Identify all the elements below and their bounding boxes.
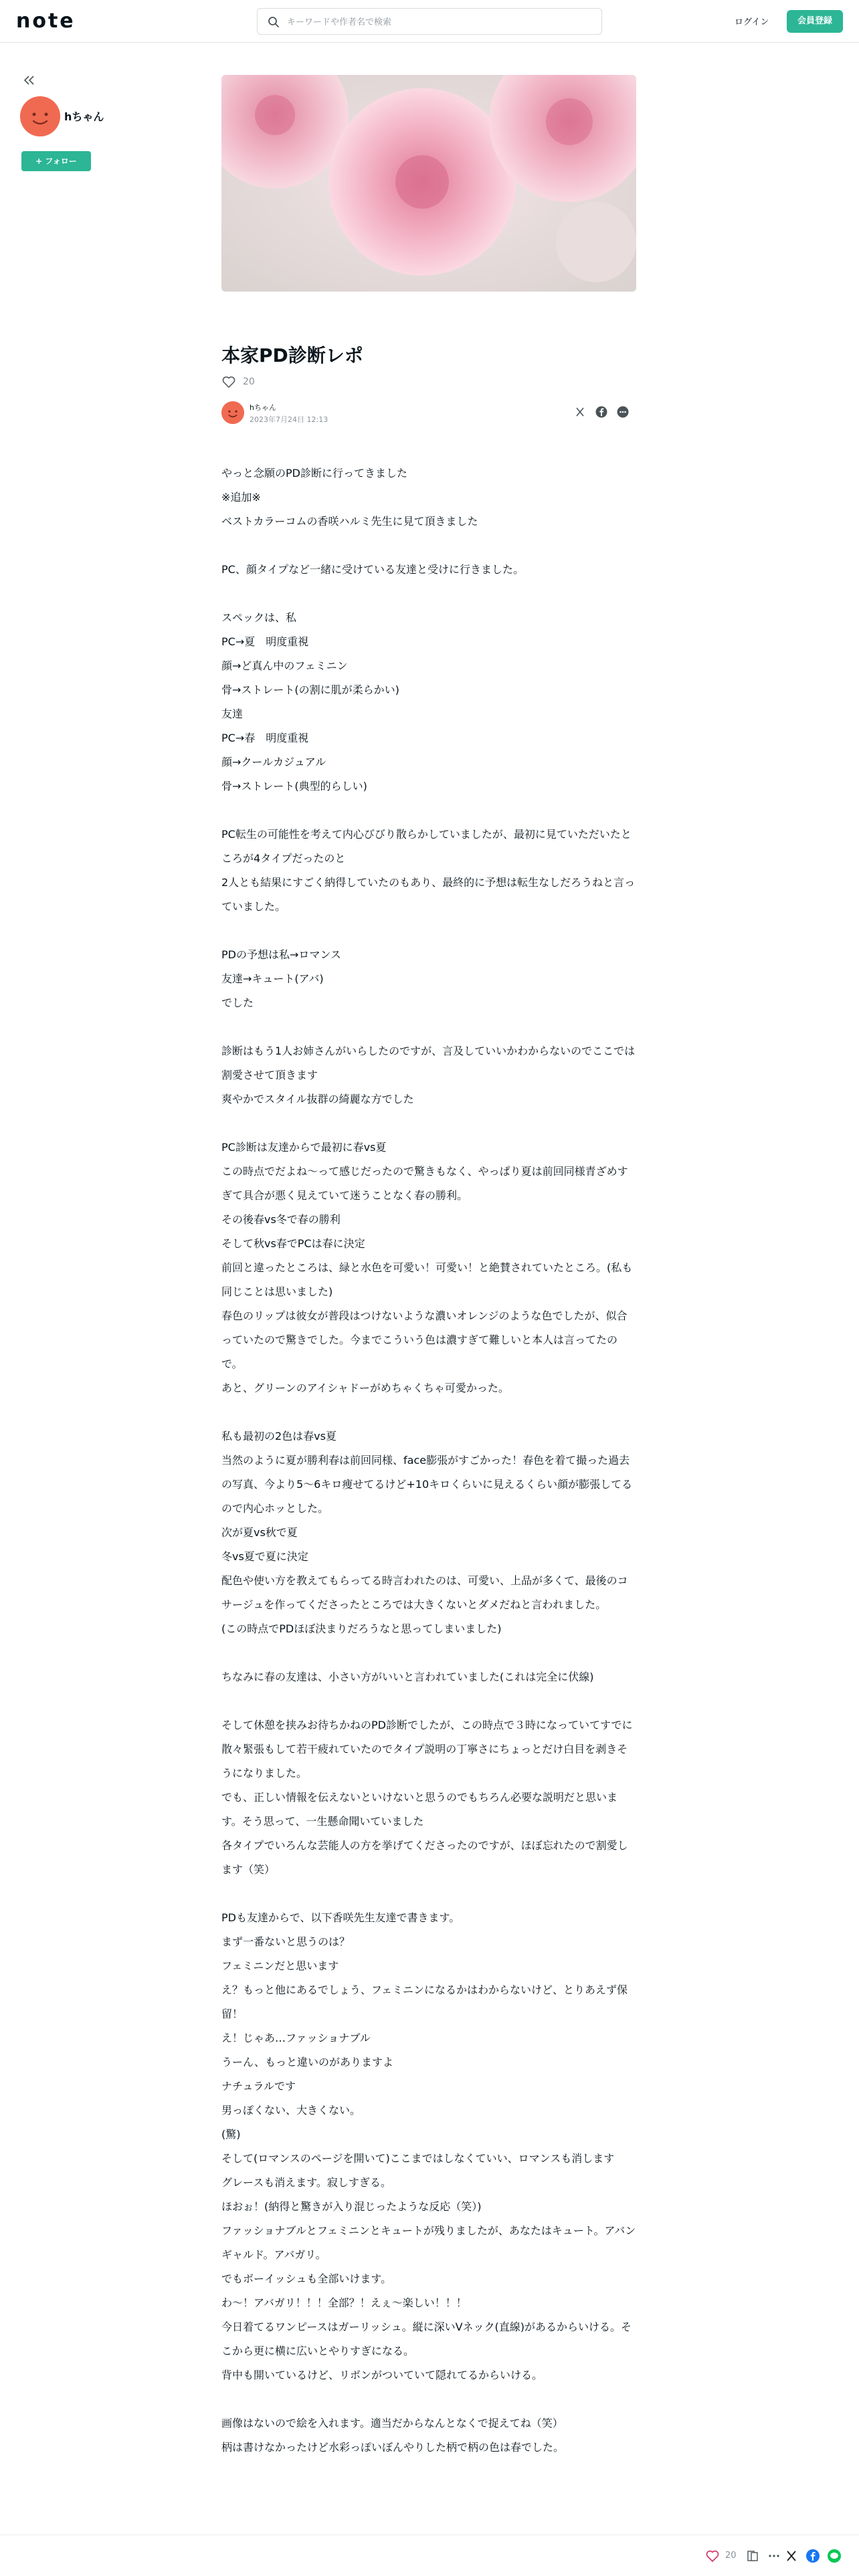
article-paragraph: そして(ロマンスのページを開いて)ここまではしなくていい、ロマンスも消します: [221, 2152, 615, 2165]
article-paragraph: グレースも消えます。寂しすぎる。: [221, 2176, 391, 2189]
note-logo[interactable]: note: [16, 9, 76, 33]
paragraph-spacer: [221, 2387, 636, 2411]
x-logo-icon[interactable]: [784, 2549, 799, 2563]
article-paragraph: うーん、もっと違いのがありますよ: [221, 2056, 393, 2068]
bottom-action-bar: [0, 2535, 859, 2576]
article-paragraph: 当然のように夏が勝利春は前回同様、face膨張がすごかった！春色を着て撮った過去の写真、今より5〜6キロ痩せてるけど+10キロくらいに見えるくらい顔が膨張してるので内心ホッとした。: [221, 1454, 633, 1515]
article-paragraph: PC転生の可能性を考えて内心びびり散らかしていましたが、最初に見ていただいたところが4タイプだったのと: [221, 828, 632, 865]
paragraph-spacer: [221, 1689, 636, 1713]
author-name[interactable]: hちゃん: [64, 110, 104, 123]
double-chevron-left-icon[interactable]: [23, 74, 36, 87]
article-paragraph: 前回と違ったところは、緑と水色を可愛い！可愛い！と絶賛されていたところ。(私も同じことは思いました): [221, 1261, 633, 1298]
article-paragraph: 柄は書けなかったけど水彩っぽいぼんやりした柄で柄の色は春でした。: [221, 2441, 565, 2454]
article-paragraph: (驚): [221, 2128, 241, 2141]
article-paragraph: PDの予想は私→ロマンス: [221, 948, 341, 961]
article-paragraph: ファッショナブルとフェミニンとキュートが残りましたが、あなたはキュート。アバンギャルド。アバガリ。: [221, 2224, 636, 2261]
paragraph-spacer: [221, 1111, 636, 1136]
article-paragraph: 骨→ストレート(の割に肌が柔らかい): [221, 683, 399, 696]
article-paragraph: 今日着てるワンピースはガーリッシュ。縦に深いVネック(直線)があるからいける。そこから更に横に広いとやりすぎになる。: [221, 2321, 632, 2357]
article-paragraph: その後春vs冬で春の勝利: [221, 1213, 341, 1226]
paragraph-spacer: [221, 534, 636, 558]
author-row: [221, 400, 636, 427]
article-body: [221, 461, 636, 2460]
article-paragraph: PC診断は友達からで最初に春vs夏: [221, 1141, 387, 1154]
article-paragraph: 爽やかでスタイル抜群の綺麗な方でした: [221, 1093, 414, 1105]
article-paragraph: 顔→ど真ん中のフェミニン: [221, 659, 348, 672]
magazine-icon[interactable]: [745, 2549, 760, 2563]
paragraph-spacer: [221, 798, 636, 823]
article-paragraph: 友達: [221, 708, 244, 720]
heart-icon[interactable]: [221, 374, 236, 389]
article-paragraph: PC→夏 明度重視: [221, 635, 309, 648]
article-paragraph: 春色のリップは彼女が普段はつけないような濃いオレンジのような色でしたが、似合っていたので驚きでした。今までこういう色は濃すぎて難しいと本人は言ってたので。: [221, 1309, 628, 1370]
article-paragraph: 診断はもう1人お姉さんがいらしたのですが、言及していいかわからないのでここでは割愛させて頂きます: [221, 1045, 636, 1081]
article-paragraph: 顔→クールカジュアル: [221, 756, 326, 768]
more-icon[interactable]: [616, 405, 630, 419]
more-icon[interactable]: [767, 2549, 781, 2563]
article-paragraph: PC→春 明度重視: [221, 732, 309, 744]
article-paragraph: え？もっと他にあるでしょう、フェミニンになるかはわからないけど、とりあえず保留！: [221, 1983, 628, 2020]
line-icon[interactable]: [827, 2549, 842, 2563]
article-paragraph: ベストカラーコムの香咲ハルミ先生に見て頂きました: [221, 515, 478, 528]
paragraph-spacer: [221, 1015, 636, 1039]
article-paragraph: 骨→ストレート(典型的らしい): [221, 780, 367, 792]
heart-icon[interactable]: [705, 2549, 720, 2563]
article-paragraph: ほおぉ！(納得と驚きが入り混じったような反応（笑）): [221, 2200, 482, 2213]
login-link[interactable]: ログイン: [735, 17, 769, 27]
hero-image: [221, 75, 636, 292]
article-paragraph: わ〜！アバガリ！！！全部？！えぇ〜楽しい！！！: [221, 2296, 467, 2309]
facebook-icon[interactable]: [805, 2549, 820, 2563]
author-avatar[interactable]: [20, 96, 60, 136]
article-paragraph: 私も最初の2色は春vs夏: [221, 1430, 337, 1442]
article-paragraph: PDも友達からで、以下香咲先生友達で書きます。: [221, 1911, 460, 1924]
article-paragraph: 友達→キュート(アバ): [221, 972, 324, 985]
article-paragraph: やっと念願のPD診断に行ってきました: [221, 467, 407, 479]
article-paragraph: スペックは、私: [221, 611, 297, 624]
article-paragraph: 冬vs夏で夏に決定: [221, 1550, 308, 1563]
author-avatar-small[interactable]: [221, 401, 244, 424]
article-paragraph: 2人とも結果にすごく納得していたのもあり、最終的に予想は転生なしだろうねと言っていました。: [221, 876, 636, 913]
article-paragraph: フェミニンだと思います: [221, 1959, 339, 1972]
article-paragraph: 背中も開いているけど、リボンがついていて隠れてるからいける。: [221, 2369, 543, 2381]
footer-like-count: 20: [725, 2551, 737, 2561]
article-paragraph: そして秋vs春でPCは春に決定: [221, 1237, 365, 1250]
article-paragraph: 配色や使い方を教えてもらってる時言われたのは、可愛い、上品が多くて、最後のコサージュを作ってくださったところでは大きくないとダメだねと言われました。: [221, 1574, 628, 1611]
search-icon: [267, 15, 280, 29]
signup-button[interactable]: 会員登録: [787, 10, 843, 33]
article-paragraph: でもボーイッシュも全部いけます。: [221, 2272, 392, 2285]
article-paragraph: 各タイプでいろんな芸能人の方を挙げてくださったのですが、ほぼ忘れたので割愛します（笑）: [221, 1839, 628, 1876]
article-title: 本家PD診断レポ: [221, 344, 363, 366]
article-paragraph: そして休憩を挟みお待ちかねのPD診断でしたが、この時点で３時になっていてすでに散々緊張もして若干疲れていたのでタイプ説明の丁寧さにちょっとだけ白目を剥きそうになりました。: [221, 1719, 633, 1780]
article-paragraph: でも、正しい情報を伝えないといけないと思うのでもちろん必要な説明だと思います。そう思って、一生懸命聞いていました: [221, 1791, 618, 1828]
article-paragraph: ※追加※: [221, 491, 261, 504]
article-paragraph: まず一番ないと思うのは？: [221, 1935, 351, 1948]
article-paragraph: 画像はないので絵を入れます。適当だからなんとなくで捉えてね（笑）: [221, 2417, 563, 2430]
paragraph-spacer: [221, 1882, 636, 1906]
paragraph-spacer: [221, 1641, 636, 1665]
paragraph-spacer: [221, 1400, 636, 1424]
article-paragraph: (この時点でPDほぼ決まりだろうなと思ってしまいました): [221, 1622, 502, 1635]
article-paragraph: でした: [221, 996, 254, 1009]
publish-date: 2023年7月24日 12:13: [250, 415, 328, 424]
article-paragraph: この時点でだよね〜って感じだったので驚きもなく、やっぱり夏は前回同様青ざめすぎて具合が悪く見えていて迷うことなく春の勝利。: [221, 1165, 628, 1202]
article-paragraph: ちなみに春の友達は、小さい方がいいと言われていました(これは完全に伏線): [221, 1671, 594, 1683]
x-logo-icon[interactable]: [573, 405, 587, 419]
facebook-icon[interactable]: [595, 405, 608, 419]
article-paragraph: あと、グリーンのアイシャドーがめちゃくちゃ可愛かった。: [221, 1382, 509, 1394]
article-paragraph: 次が夏vs秋で夏: [221, 1526, 298, 1539]
article-paragraph: え！じゃあ…ファッショナブル: [221, 2032, 371, 2044]
top-header: [0, 0, 859, 43]
article-paragraph: ナチュラルです: [221, 2080, 296, 2092]
paragraph-spacer: [221, 919, 636, 943]
paragraph-spacer: [221, 582, 636, 606]
search-input[interactable]: [287, 14, 595, 30]
article-paragraph: PC、顔タイプなど一緒に受けている友達と受けに行きました。: [221, 563, 524, 576]
follow-button[interactable]: + フォロー: [21, 151, 91, 171]
search-box[interactable]: [257, 8, 602, 35]
article-paragraph: 男っぽくない、大きくない。: [221, 2104, 361, 2117]
author-name-small[interactable]: hちゃん: [250, 403, 276, 412]
like-count: 20: [243, 377, 255, 387]
